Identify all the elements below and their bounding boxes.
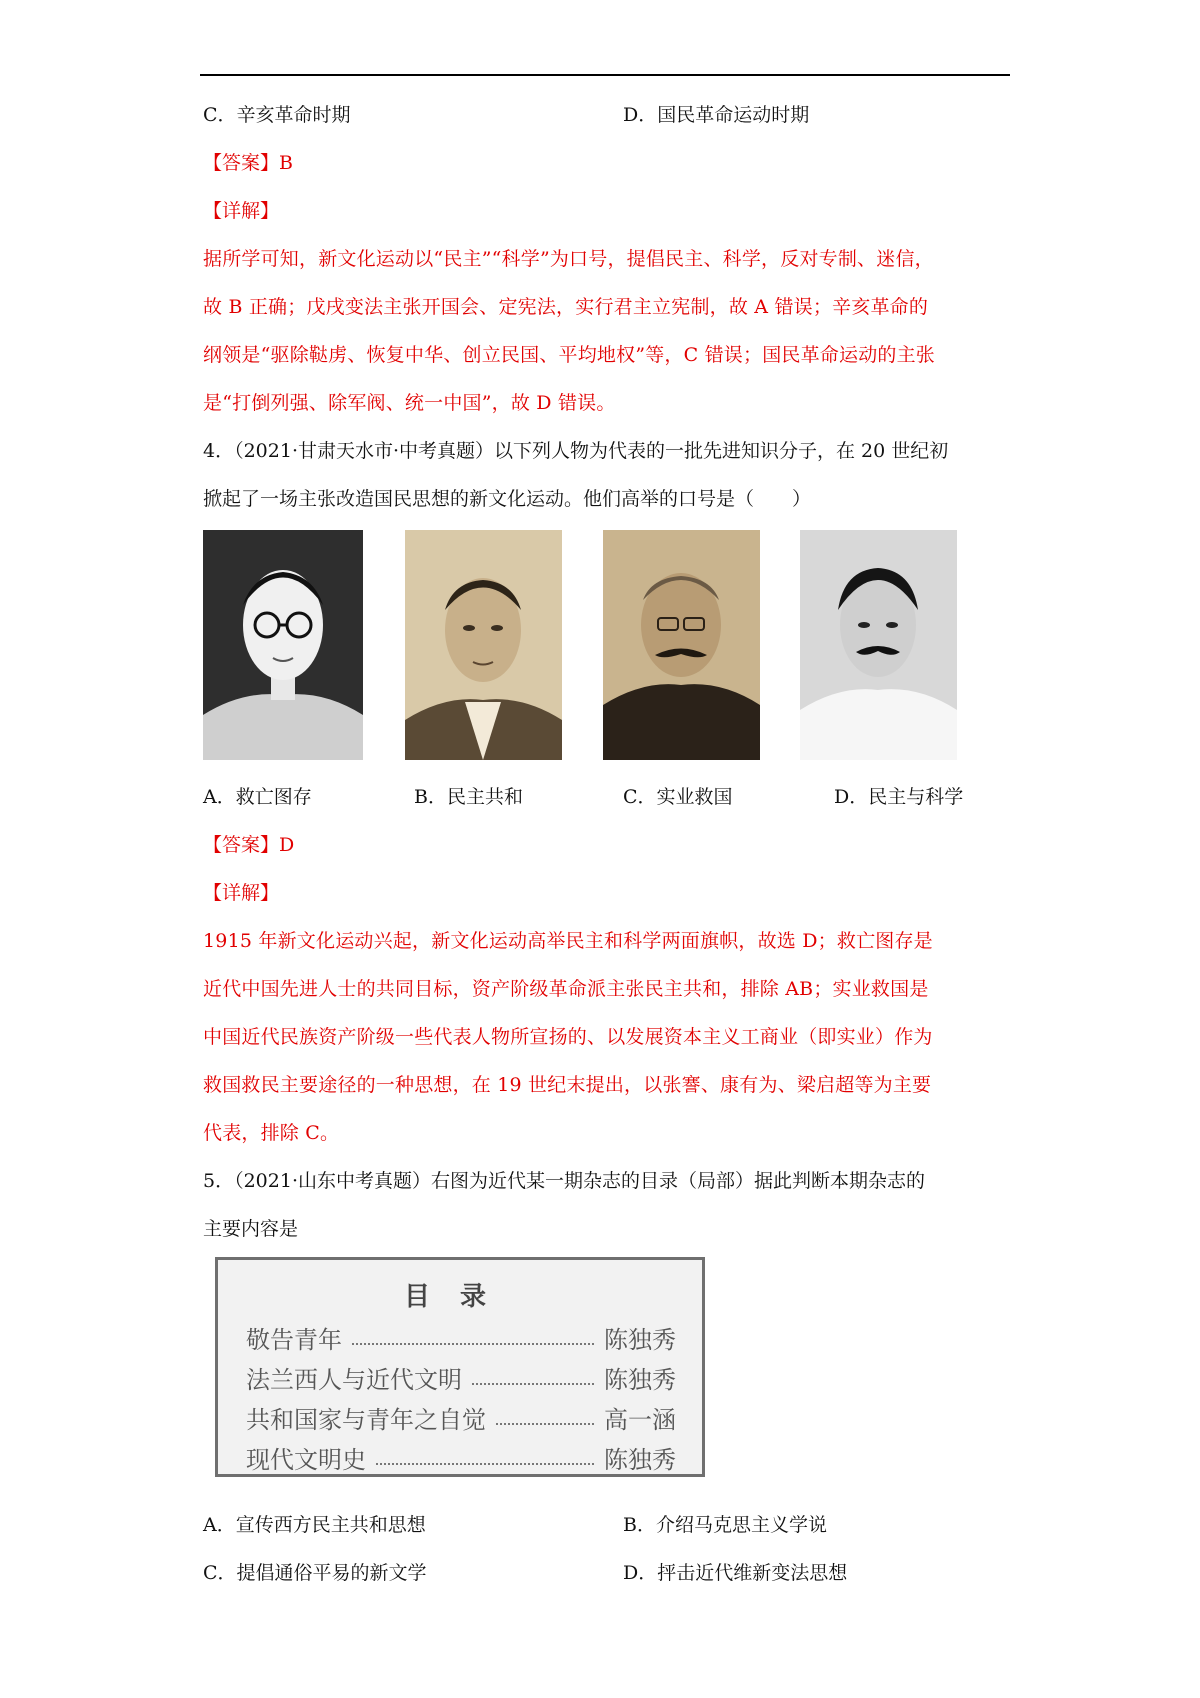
q4-option-d: D．民主与科学 [834,786,964,808]
q5-option-d: D．抨击近代维新变法思想 [623,1562,848,1584]
toc-row-author: 陈独秀 [604,1365,676,1394]
portrait-2 [405,530,562,760]
q3-option-c: C．辛亥革命时期 [203,104,351,126]
q3-explanation-line: 故 B 正确；戊戌变法主张开国会、定宪法，实行君主立宪制，故 A 错误；辛亥革命的 [203,296,929,318]
q4-option-a: A．救亡图存 [203,786,312,808]
q4-explanation-line: 救国救民主要途径的一种思想，在 19 世纪末提出，以张謇、康有为、梁启超等为主要 [203,1074,932,1096]
q3-explanation-line: 据所学可知，新文化运动以“民主”“科学”为口号，提倡民主、科学，反对专制、迷信， [203,248,934,270]
toc-row-title: 敬告青年 [246,1325,342,1354]
toc-row-title: 现代文明史 [246,1445,366,1474]
q3-explanation-line: 是“打倒列强、除军阀、统一中国”，故 D 错误。 [203,392,616,414]
q4-option-b: B．民主共和 [414,786,523,808]
q4-explanation-line: 1915 年新文化运动兴起，新文化运动高举民主和科学两面旗帜，故选 D；救亡图存是 [203,930,933,952]
q4-explanation-line: 中国近代民族资产阶级一些代表人物所宣扬的、以发展资本主义工商业（即实业）作为 [203,1026,933,1048]
portrait-4 [800,530,957,760]
toc-row-author: 陈独秀 [604,1445,676,1474]
q5-option-b: B．介绍马克思主义学说 [623,1514,827,1536]
magazine-toc-image [215,1257,705,1477]
q5-stem-line: 主要内容是 [203,1218,299,1240]
q4-answer: 【答案】D [203,834,295,856]
toc-row-title: 共和国家与青年之自觉 [246,1405,486,1434]
portrait-1 [203,530,363,760]
toc-leader-dots [376,1449,594,1465]
toc-row [246,1362,676,1392]
toc-leader-dots [472,1369,594,1385]
q4-explanation-line: 代表，排除 C。 [203,1122,340,1144]
toc-title: 目录 [403,1282,516,1312]
toc-leader-dots [496,1409,594,1425]
header-rule [200,74,1010,76]
q5-option-a: A．宣传西方民主共和思想 [203,1514,426,1536]
q5-stem-line: 5．（2021·山东中考真题）右图为近代某一期杂志的目录（局部）据此判断本期杂志的 [203,1170,925,1192]
q5-option-c: C．提倡通俗平易的新文学 [203,1562,427,1584]
toc-row-title: 法兰西人与近代文明 [246,1365,462,1394]
toc-row-author: 陈独秀 [604,1325,676,1354]
toc-leader-dots [352,1329,594,1345]
q3-detail-heading: 【详解】 [203,200,280,222]
q4-detail-heading: 【详解】 [203,882,280,904]
q4-explanation-line: 近代中国先进人士的共同目标，资产阶级革命派主张民主共和，排除 AB；实业救国是 [203,978,929,1000]
q4-option-c: C．实业救国 [623,786,733,808]
q4-stem-line: 掀起了一场主张改造国民思想的新文化运动。他们高举的口号是（ ） [203,488,812,510]
portrait-3 [603,530,760,760]
q3-answer: 【答案】B [203,152,293,174]
toc-row [246,1322,676,1352]
toc-row [246,1442,676,1472]
q4-stem-line: 4．（2021·甘肃天水市·中考真题）以下列人物为代表的一批先进知识分子，在 20 世纪初 [203,440,949,462]
q3-option-d: D．国民革命运动时期 [623,104,810,126]
toc-row-author: 高一涵 [604,1405,676,1434]
toc-row [246,1402,676,1432]
q3-explanation-line: 纲领是“驱除鞑虏、恢复中华、创立民国、平均地权”等，C 错误；国民革命运动的主张 [203,344,936,366]
